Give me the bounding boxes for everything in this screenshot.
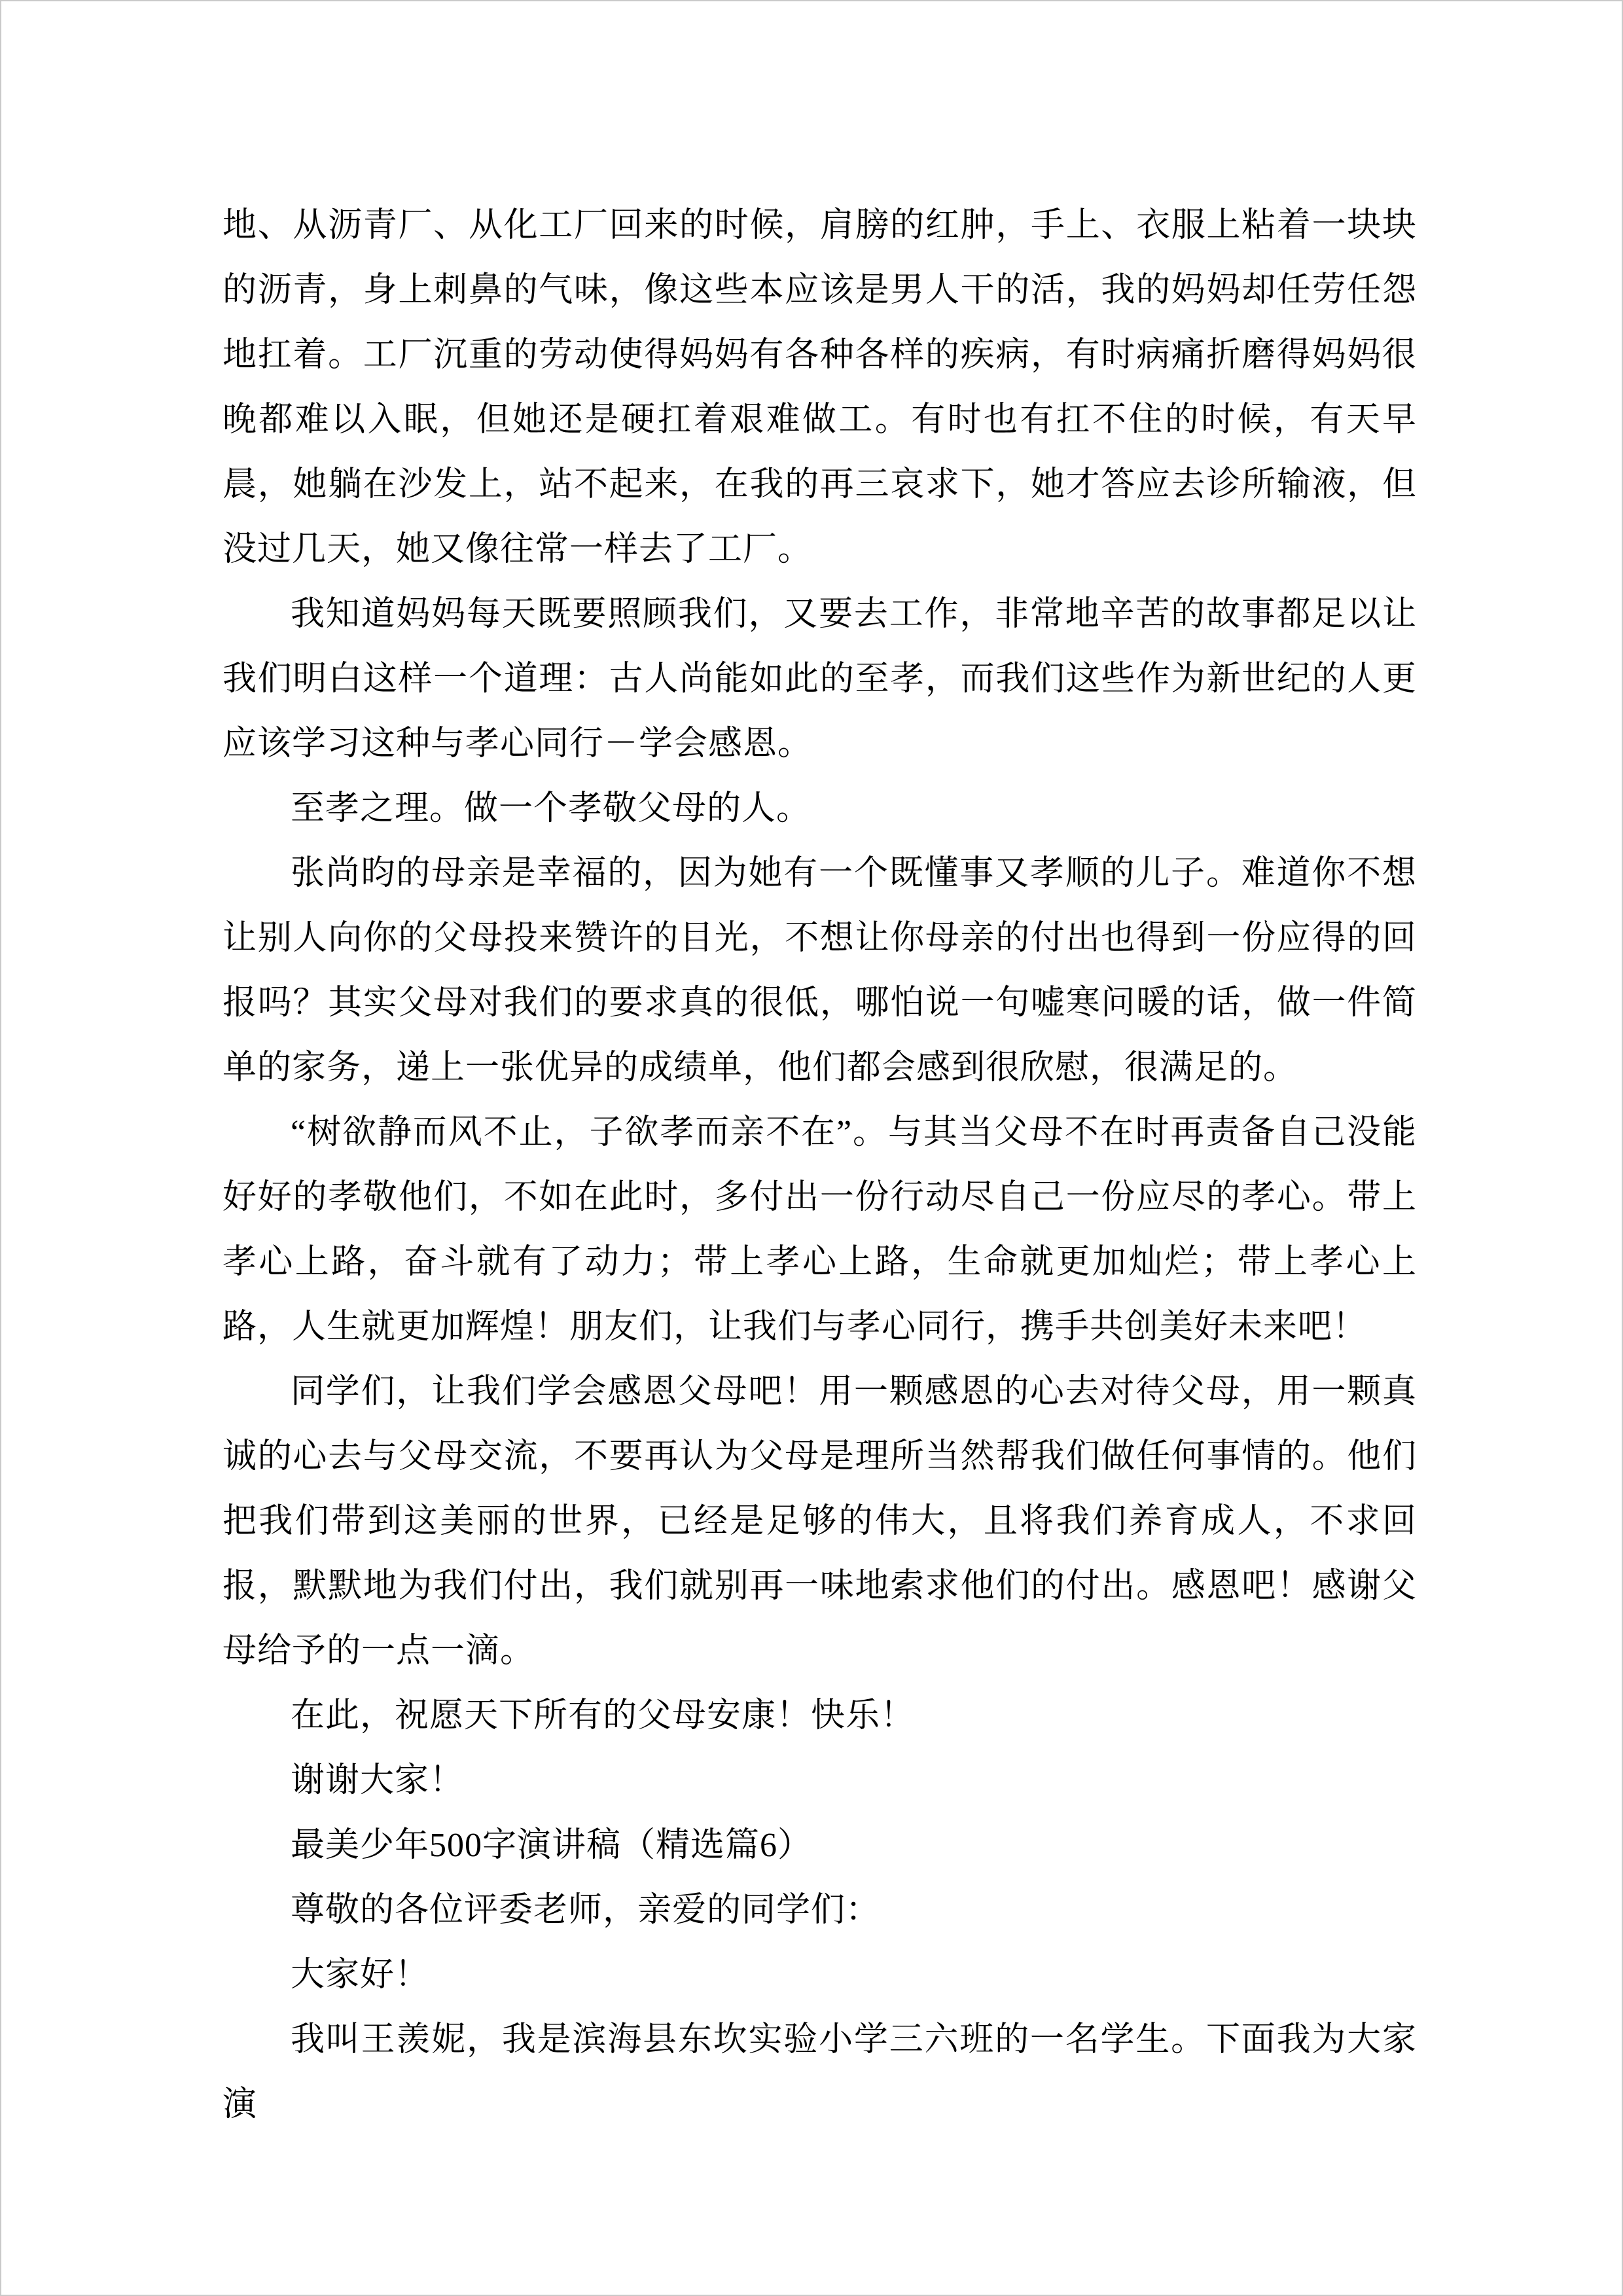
paragraph-mother-factory: 地、从沥青厂、从化工厂回来的时候，肩膀的红肿，手上、衣服上粘着一块块的沥青，身上刺鼻的气味，像这些本应该是男人干的活，我的妈妈却任劳任怨地扛着。工厂沉重的劳动使得妈妈有各种各样的疾病，有时病痛折磨得妈妈很晚都难以入眠，但她还是硬扛着艰难做工。有时也有扛不住的时候，有天早晨，她躺在沙发上，站不起来，在我的再三哀求下，她才答应去诊所输液，但没过几天，她又像往常一样去了工厂。 [223,207,1417,568]
paragraph-lesson: 我知道妈妈每天既要照顾我们，又要去工作，非常地辛苦的故事都足以让我们明白这样一个道理：古人尚能如此的至孝，而我们这些作为新世纪的人更应该学习这种与孝心同行－学会感恩。 [223,596,1417,762]
paragraph-wish-parents: 在此，祝愿天下所有的父母安康！快乐！ [291,1697,916,1734]
paragraph-classmates-gratitude: 同学们，让我们学会感恩父母吧！用一颗感恩的心去对待父母，用一颗真诚的心去与父母交流，不要再认为父母是理所当然帮我们做任何事情的。他们把我们带到这美丽的世界，已经是足够的伟大，且将我们养育成人，不求回报，默默地为我们付出，我们就别再一味地索求他们的付出。感恩吧！感谢父母给予的一点一滴。 [223,1373,1417,1670]
paragraph-speech-title-6: 最美少年500字演讲稿（精选篇6） [291,1827,813,1864]
document-body [223,193,1417,2137]
paragraph-thanks: 谢谢大家！ [291,1762,465,1799]
paragraph-greeting: 大家好！ [291,1956,430,1994]
paragraph-self-introduction: 我叫王羡妮，我是滨海县东坎实验小学三六班的一名学生。下面我为大家演 [223,2021,1417,2123]
paragraph-zhang-shangyun: 张尚昀的母亲是幸福的，因为她有一个既懂事又孝顺的儿子。难道你不想让别人向你的父母投来赞许的目光，不想让你母亲的付出也得到一份应得的回报吗？其实父母对我们的要求真的很低，哪怕说一句嘘寒问暖的话，做一件简单的家务，递上一张优异的成绩单，他们都会感到很欣慰，很满足的。 [223,855,1417,1086]
paragraph-salutation: 尊敬的各位评委老师，亲爱的同学们： [291,1892,881,1929]
paragraph-tree-quote: “树欲静而风不止，子欲孝而亲不在”。与其当父母不在时再责备自己没能好好的孝敬他们，不如在此时，多付出一份行动尽自己一份应尽的孝心。带上孝心上路，奋斗就有了动力；带上孝心上路，生命就更加灿烂；带上孝心上路，人生就更加辉煌！朋友们，让我们与孝心同行，携手共创美好未来吧！ [223,1114,1417,1346]
paragraph-filial-principle: 至孝之理。做一个孝敬父母的人。 [291,790,812,827]
